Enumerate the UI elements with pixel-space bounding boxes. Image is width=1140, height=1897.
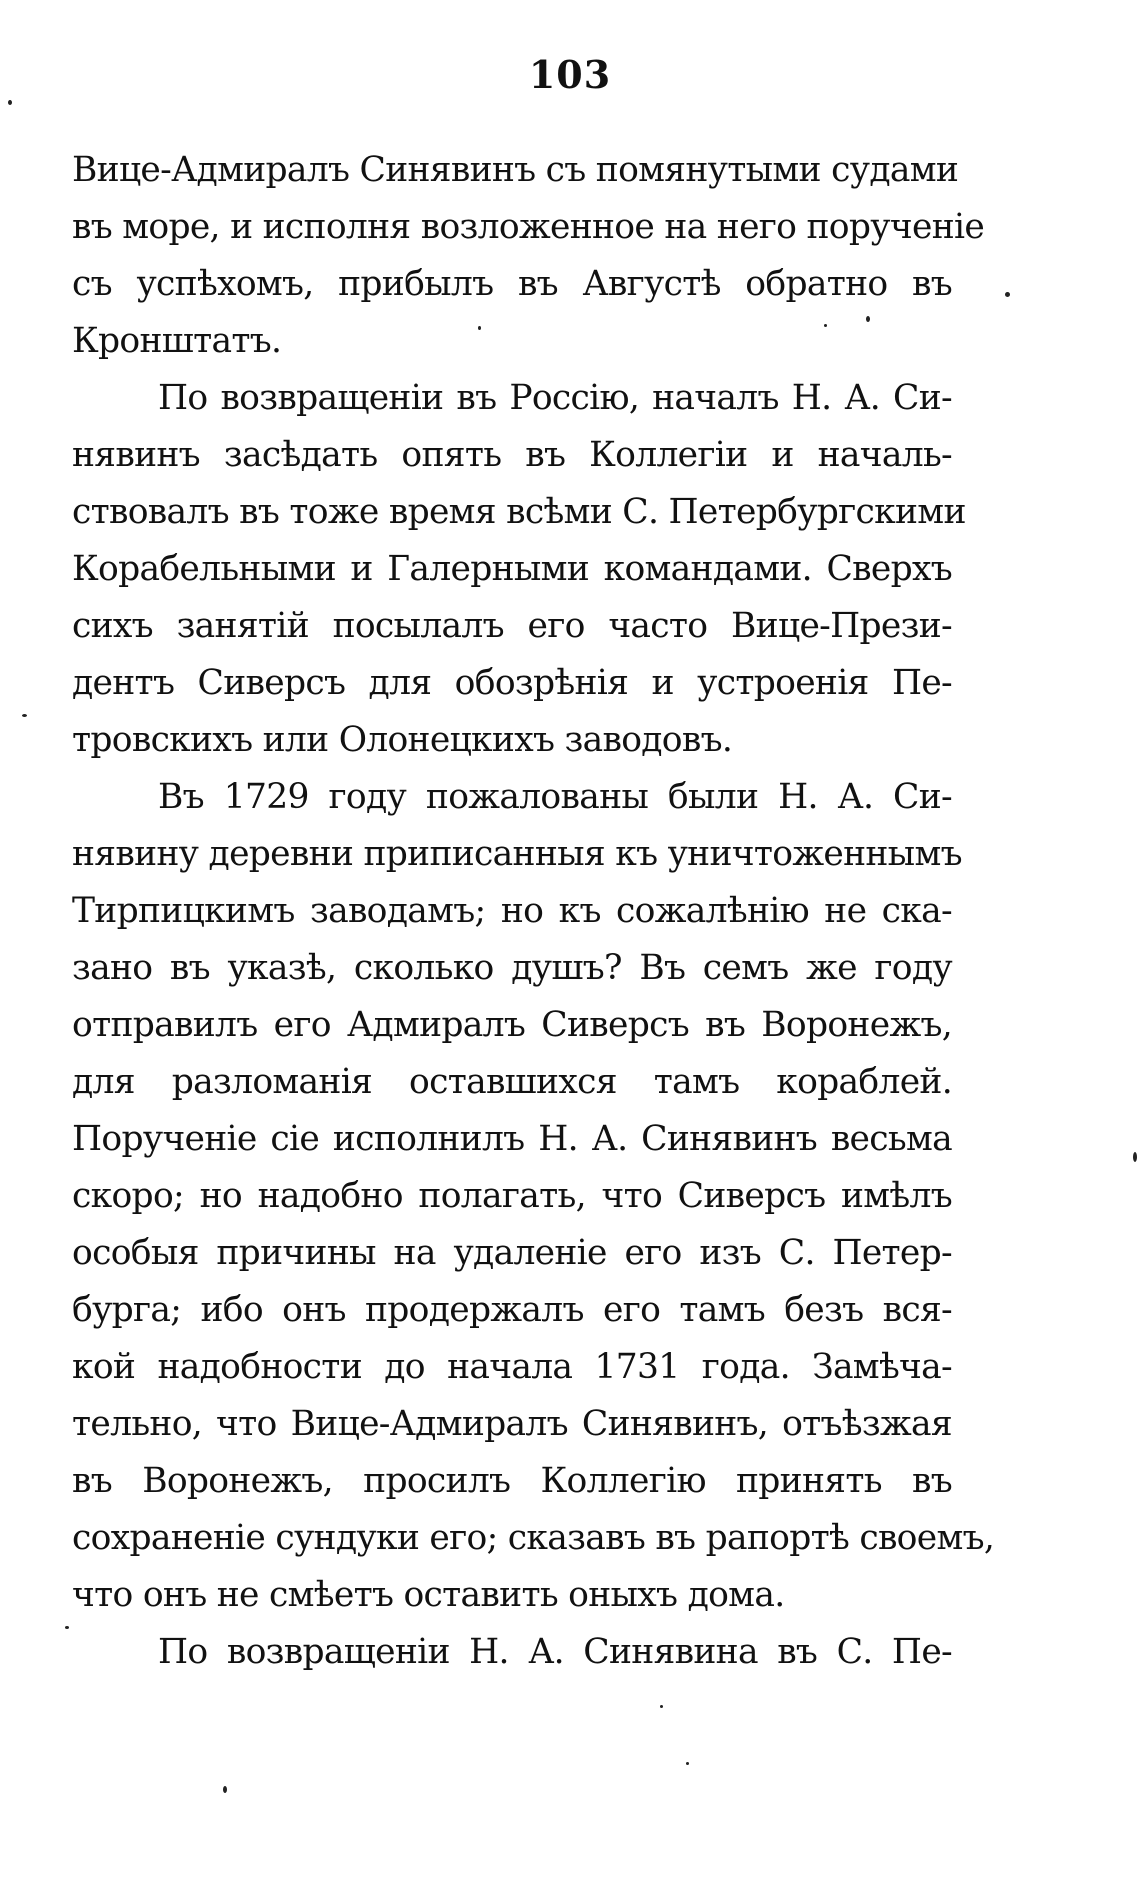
scan-speck [1005, 292, 1010, 297]
scan-speck [478, 326, 481, 330]
text-line: сохраненіе сундуки его; сказавъ въ рапортѣ своемъ, [72, 1518, 995, 1558]
text-line: тровскихъ или Олонецкихъ заводовъ. [72, 720, 733, 760]
text-line: нявинъ засѣдать опять въ Коллегіи и началь- [72, 435, 952, 475]
text-line: По возвращеніи Н. А. Синявина въ С. Пе- [158, 1632, 952, 1672]
text-line: Кронштатъ. [72, 321, 282, 361]
text-line: Порученіе сіе исполнилъ Н. А. Синявинъ весьма [72, 1119, 952, 1159]
text-line: Корабельными и Галерными командами. Сверхъ [72, 549, 952, 589]
scan-speck [824, 324, 827, 327]
text-line: Тирпицкимъ заводамъ; но къ сожалѣнію не ска- [72, 891, 952, 931]
text-line: бурга; ибо онъ продержалъ его тамъ безъ вся- [72, 1290, 952, 1330]
scan-speck [866, 316, 870, 322]
text-line: съ успѣхомъ, прибылъ въ Августѣ обратно въ [72, 264, 952, 304]
text-line: зано въ указѣ, сколько душъ? Въ семъ же году [72, 948, 952, 988]
text-line: дентъ Сиверсъ для обозрѣнія и устроенія Пе- [72, 663, 952, 703]
scan-speck [660, 1705, 663, 1708]
text-line: въ Воронежъ, просилъ Коллегію принять въ [72, 1461, 952, 1501]
body-text [72, 142, 995, 1681]
scan-speck [8, 100, 12, 105]
text-line: тельно, что Вице-Адмиралъ Синявинъ, отъѣзжая [72, 1404, 952, 1444]
text-line: нявину деревни приписанныя къ уничтоженнымъ [72, 834, 962, 874]
text-line: Въ 1729 году пожалованы были Н. А. Си- [158, 777, 952, 817]
text-line: въ море, и исполня возложенное на него порученіе [72, 207, 985, 247]
text-line: отправилъ его Адмиралъ Сиверсъ въ Воронежъ, [72, 1005, 952, 1045]
scan-speck [1133, 1152, 1137, 1162]
text-line: кой надобности до начала 1731 года. Замѣча- [72, 1347, 952, 1387]
text-line: ствовалъ въ тоже время всѣми С. Петербургскими [72, 492, 966, 532]
page-number: 103 [528, 52, 612, 97]
text-line: что онъ не смѣетъ оставить оныхъ дома. [72, 1575, 785, 1615]
text-line: Вице-Адмиралъ Синявинъ съ помянутыми судами [72, 150, 959, 190]
scan-speck [223, 1786, 227, 1793]
scan-speck [22, 714, 27, 717]
text-line: скоро; но надобно полагать, что Сиверсъ имѣлъ [72, 1176, 952, 1216]
text-line: По возвращеніи въ Россію, началъ Н. А. Си- [158, 378, 952, 418]
scan-speck [686, 1762, 689, 1765]
text-line: для разломанія оставшихся тамъ кораблей. [72, 1062, 952, 1102]
text-line: особыя причины на удаленіе его изъ С. Петер- [72, 1233, 952, 1273]
scan-speck [65, 1626, 69, 1629]
text-line: сихъ занятій посылалъ его часто Вице-Прези- [72, 606, 952, 646]
